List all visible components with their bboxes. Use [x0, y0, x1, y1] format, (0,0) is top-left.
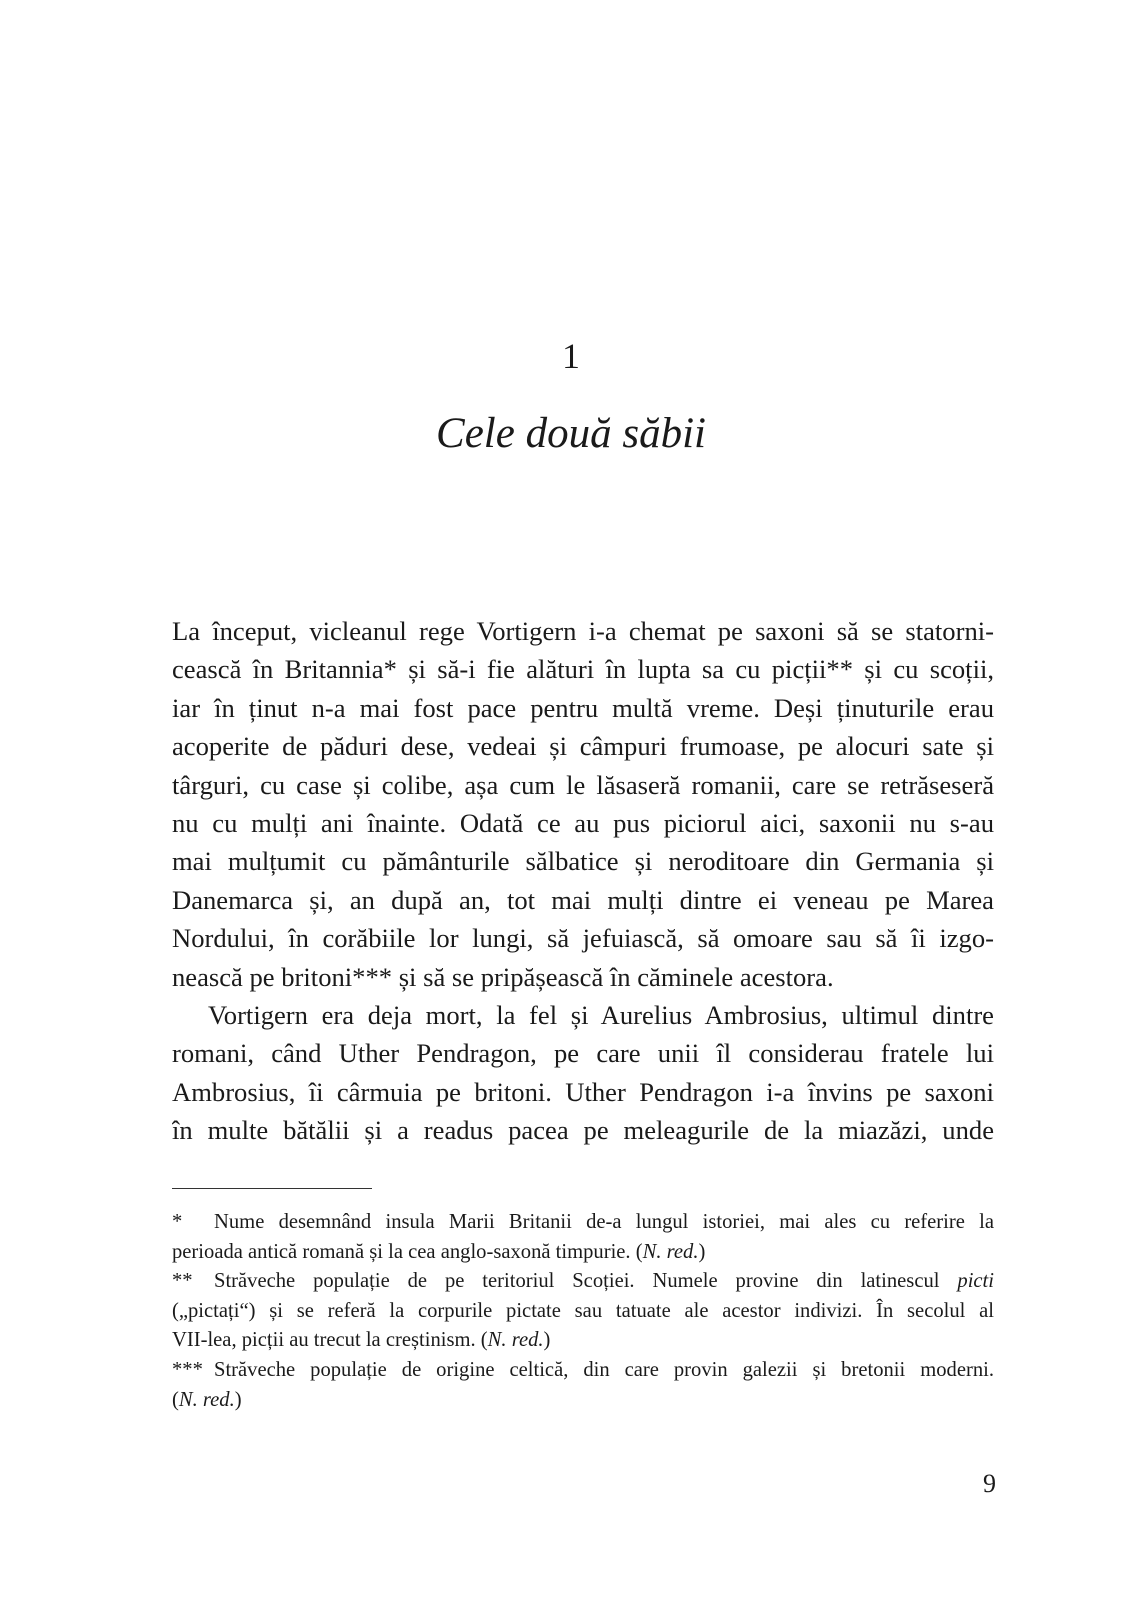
footnote-1 — [172, 1208, 994, 1267]
footnote-text: ) — [234, 1388, 242, 1411]
text-line: iar în ținut n-a mai fost pace pentru multă vreme. Deși ținuturile erau — [172, 692, 994, 723]
editor-note: N. red. — [487, 1329, 544, 1352]
page-number: 9 — [983, 1469, 996, 1498]
footnote-line — [172, 1386, 994, 1416]
text-line: cească în Britannia* și să-i fie alături în lupta sa cu picții** și cu scoții, — [172, 654, 994, 685]
footnote-italic-term: picti — [957, 1270, 994, 1293]
text-line: romani, când Uther Pendragon, pe care unii îl considerau fratele lui — [172, 1038, 994, 1069]
text-line: nu cu mulți ani înainte. Odată ce au pus piciorul aici, saxonii nu s-au — [172, 807, 994, 838]
chapter-number: 1 — [562, 336, 580, 376]
footnote-2 — [172, 1267, 994, 1356]
footnote-text: Nume desemnând insula Marii Britanii de-a lungul istoriei, mai ales cu referire la — [214, 1211, 994, 1233]
footnote-text: Străveche populație de pe teritoriul Scoției. Numele provine din latinescul — [214, 1270, 958, 1293]
text-line: în multe bătălii și a readus pacea pe meleagurile de la miazăzi, unde — [172, 1115, 994, 1146]
footnotes — [172, 1208, 994, 1415]
text-line: târguri, cu case și colibe, așa cum le lăsaseră romanii, care se retrăseseră — [172, 769, 994, 800]
paragraph-1 — [172, 612, 994, 996]
footnote-text: ) — [543, 1329, 551, 1352]
editor-note: N. red. — [642, 1240, 699, 1263]
footnote-line — [172, 1356, 994, 1386]
text-line: Danemarca și, an după an, tot mai mulți dintre ei veneau pe Marea — [172, 884, 994, 915]
footnote-line — [172, 1238, 994, 1268]
text-line: acoperite de păduri dese, vedeai și câmpuri frumoase, pe alocuri sate și — [172, 731, 994, 762]
text-line: Ambrosius, îi cârmuia pe britoni. Uther Pendragon i-a învins pe saxoni — [172, 1076, 994, 1107]
editor-note: N. red. — [178, 1388, 235, 1411]
footnote-text: Străveche populație de origine celtică, din care provin galezii și bretonii moderni. — [214, 1358, 994, 1381]
text-line: nească pe britoni*** și să se pripășească în căminele acestora. — [172, 961, 834, 992]
text-line: Vortigern era deja mort, la fel și Aurelius Ambrosius, ultimul dintre — [208, 999, 994, 1030]
chapter-title: Cele două săbii — [436, 410, 706, 457]
footnote-text: ( — [172, 1388, 179, 1411]
text-line: Nordului, în corăbiile lor lungi, să jefuiască, să omoare sau să îi izgo- — [172, 923, 994, 954]
text-line: mai mulțumit cu pământurile sălbatice și neroditoare din Germania și — [172, 846, 994, 877]
footnote-line — [172, 1208, 994, 1238]
text-line: La început, vicleanul rege Vortigern i-a chemat pe saxoni să se statorni- — [172, 616, 994, 646]
footnote-line: („pictați“) și se referă la corpurile pictate sau tatuate ale acestor indivizi. În secolul al — [172, 1299, 994, 1322]
footnote-divider — [172, 1188, 372, 1189]
footnote-text: VII-lea, picții au trecut la creștinism. ( — [172, 1329, 488, 1352]
body-text — [172, 612, 994, 1149]
footnote-line — [172, 1326, 994, 1356]
footnote-text: ) — [698, 1240, 706, 1263]
footnote-marker: ** — [172, 1270, 193, 1293]
footnote-marker: *** — [172, 1358, 203, 1381]
footnote-line — [172, 1267, 994, 1297]
footnote-3 — [172, 1356, 994, 1415]
footnote-text: perioada antică romană și la cea anglo-saxonă timpurie. ( — [172, 1240, 643, 1263]
footnote-marker: * — [172, 1211, 183, 1233]
paragraph-2 — [172, 996, 994, 1150]
